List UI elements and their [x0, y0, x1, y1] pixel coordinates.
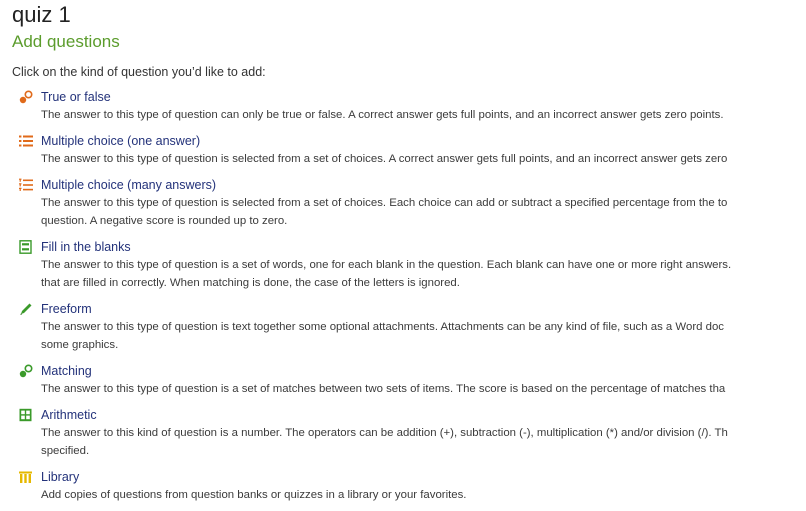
question-type-description: specified.	[41, 445, 90, 457]
question-type-name[interactable]: True or false	[41, 90, 111, 104]
question-type-true-false[interactable]	[18, 88, 806, 124]
list-single-icon	[18, 134, 34, 148]
matching-icon	[18, 364, 34, 378]
question-type-description: The answer to this type of question is text together some optional attachments. Attachments can be any kind of file, such as a Word doc	[41, 321, 724, 333]
question-type-arithmetic[interactable]	[18, 406, 806, 460]
question-type-multiple-choice-one[interactable]	[18, 132, 806, 168]
question-type-description: The answer to this type of question is a set of words, one for each blank in the question. Each blank can have one or more right answers.	[41, 259, 732, 271]
question-type-description: The answer to this type of question is selected from a set of choices. Each choice can add or subtract a specified percentage from the to	[41, 197, 728, 209]
page-title: quiz 1	[12, 2, 71, 27]
question-type-matching[interactable]	[18, 362, 806, 398]
question-type-description: that are filled in correctly. When matching is done, the case of the letters is ignored.	[41, 277, 460, 289]
question-type-description: The answer to this type of question can only be true or false. A correct answer gets full points, and an incorrect answer gets zero points.	[41, 109, 724, 121]
question-type-name[interactable]: Matching	[41, 364, 92, 378]
question-type-description: The answer to this type of question is selected from a set of choices. A correct answer gets full points, and an incorrect answer gets zero	[41, 153, 728, 165]
question-type-description: Add copies of questions from question banks or quizzes in a library or your favorites.	[41, 489, 467, 501]
pencil-icon	[18, 302, 34, 316]
library-icon	[18, 470, 34, 484]
list-many-icon	[18, 178, 34, 192]
question-type-name[interactable]: Multiple choice (many answers)	[41, 178, 217, 192]
question-type-description: The answer to this type of question is a set of matches between two sets of items. The score is based on the percentage of matches tha	[41, 383, 726, 395]
calculator-icon	[18, 408, 34, 422]
section-title: Add questions	[12, 32, 120, 51]
question-type-library[interactable]	[18, 468, 806, 504]
question-type-description: The answer to this kind of question is a number. The operators can be addition (+), subtraction (-), multiplication (*) and/or division (/). Th	[41, 427, 728, 439]
instructions-text: Click on the kind of question you’d like to add:	[12, 65, 266, 79]
question-type-name[interactable]: Arithmetic	[41, 408, 97, 422]
question-type-description: question. A negative score is rounded up to zero.	[41, 215, 288, 227]
fill-blanks-icon	[18, 240, 34, 254]
question-type-freeform[interactable]	[18, 300, 806, 354]
question-type-name[interactable]: Library	[41, 470, 80, 484]
question-type-name[interactable]: Freeform	[41, 302, 92, 316]
question-type-multiple-choice-many[interactable]	[18, 176, 806, 230]
question-type-description: some graphics.	[41, 339, 119, 351]
question-type-name[interactable]: Multiple choice (one answer)	[41, 134, 201, 148]
question-type-name[interactable]: Fill in the blanks	[41, 240, 131, 254]
true-false-icon	[18, 90, 34, 104]
question-type-fill-blanks[interactable]	[18, 238, 806, 292]
